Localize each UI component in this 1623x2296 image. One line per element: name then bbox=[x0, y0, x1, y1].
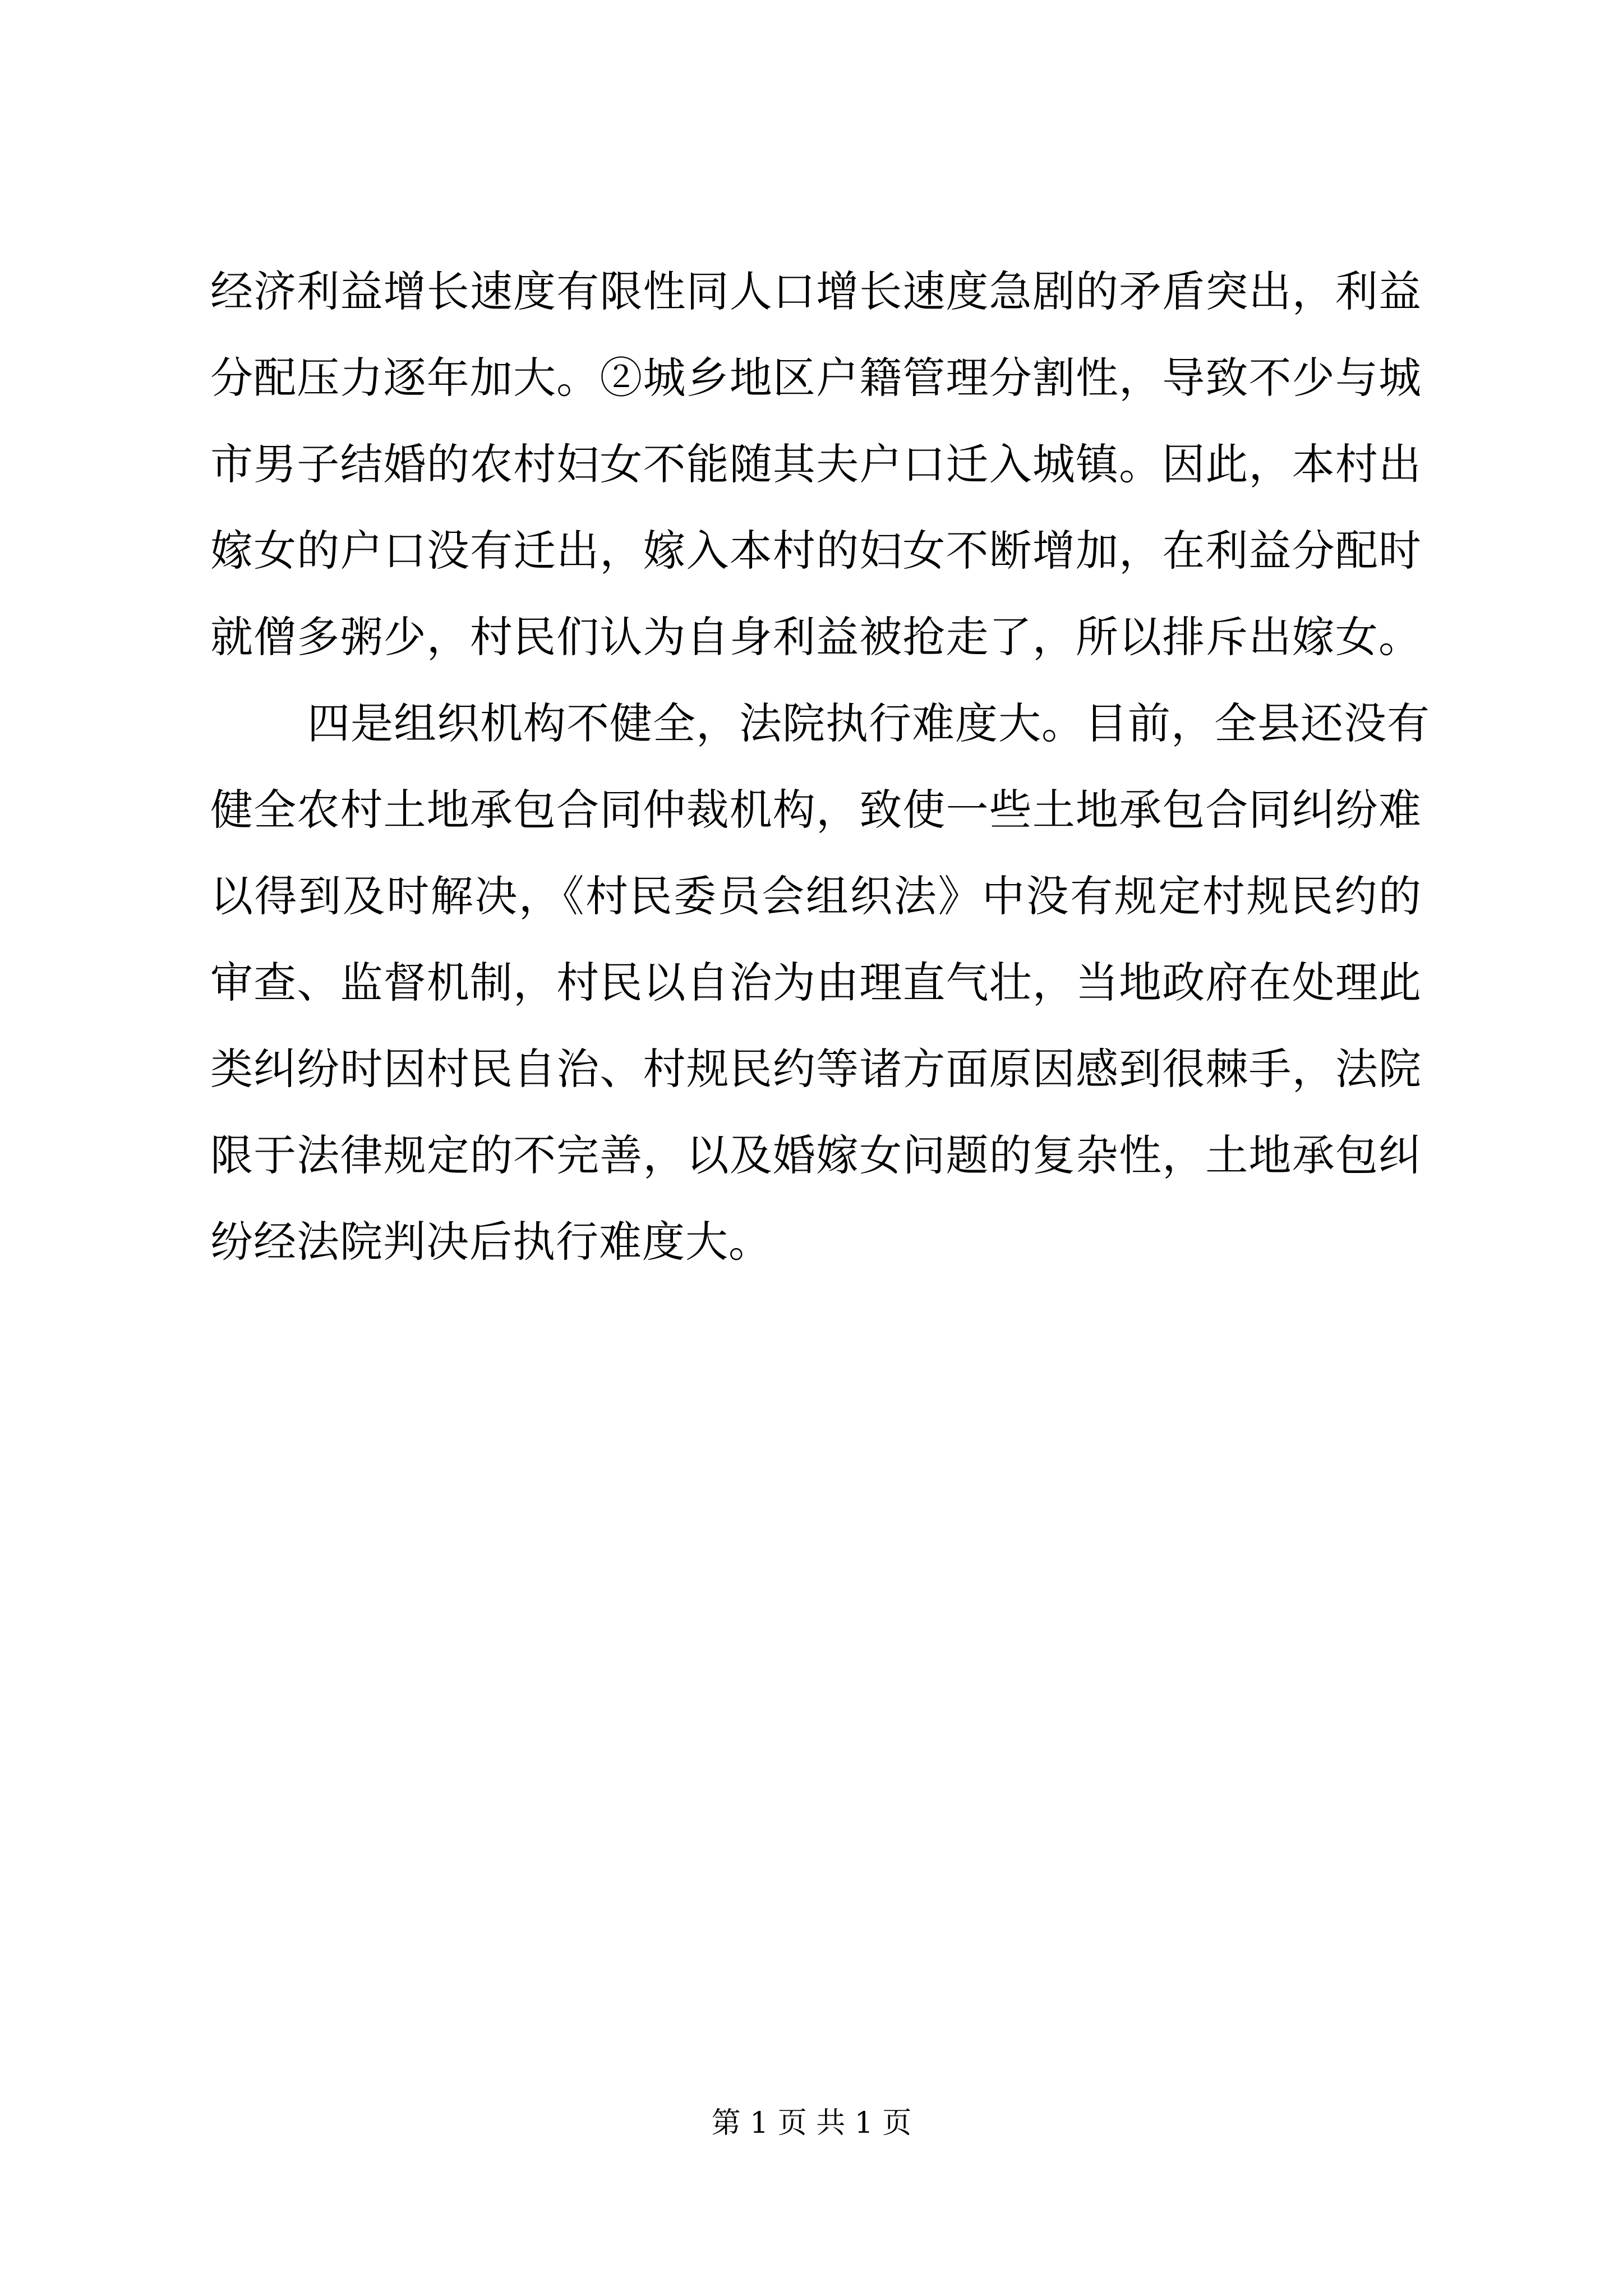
text-line: 四是组织机构不健全，法院执行难度大。目前，全县还没有 bbox=[307, 698, 1430, 748]
text-line: 分配压力逐年加大。②城乡地区户籍管理分割性，导致不少与城 bbox=[210, 353, 1422, 403]
paragraph bbox=[210, 263, 1422, 666]
text-line: 审查、监督机制，村民以自治为由理直气壮，当地政府在处理此 bbox=[210, 958, 1422, 1007]
text-line: 健全农村土地承包合同仲裁机构，致使一些土地承包合同纠纷难 bbox=[210, 785, 1422, 835]
text-line: 以得到及时解决，《村民委员会组织法》中没有规定村规民约的 bbox=[210, 871, 1422, 921]
text-line: 嫁女的户口没有迁出，嫁入本村的妇女不断增加，在利益分配时 bbox=[210, 526, 1422, 576]
page-number: 第 1 页 共 1 页 bbox=[711, 2106, 912, 2140]
text-line: 经济利益增长速度有限性同人口增长速度急剧的矛盾突出，利益 bbox=[210, 266, 1422, 316]
text-line: 市男子结婚的农村妇女不能随其夫户口迁入城镇。因此，本村出 bbox=[210, 439, 1422, 489]
text-line: 类纠纷时因村民自治、村规民约等诸方面原因感到很棘手，法院 bbox=[210, 1044, 1422, 1094]
text-line: 限于法律规定的不完善，以及婚嫁女问题的复杂性，土地承包纠 bbox=[210, 1130, 1422, 1180]
paragraph bbox=[210, 694, 1430, 1271]
text-line: 纷经法院判决后执行难度大。 bbox=[210, 1217, 772, 1267]
page-footer bbox=[0, 2104, 1623, 2143]
text-line: 就僧多粥少，村民们认为自身利益被抢走了，所以排斥出嫁女。 bbox=[210, 612, 1422, 662]
document-body bbox=[210, 263, 1430, 1299]
